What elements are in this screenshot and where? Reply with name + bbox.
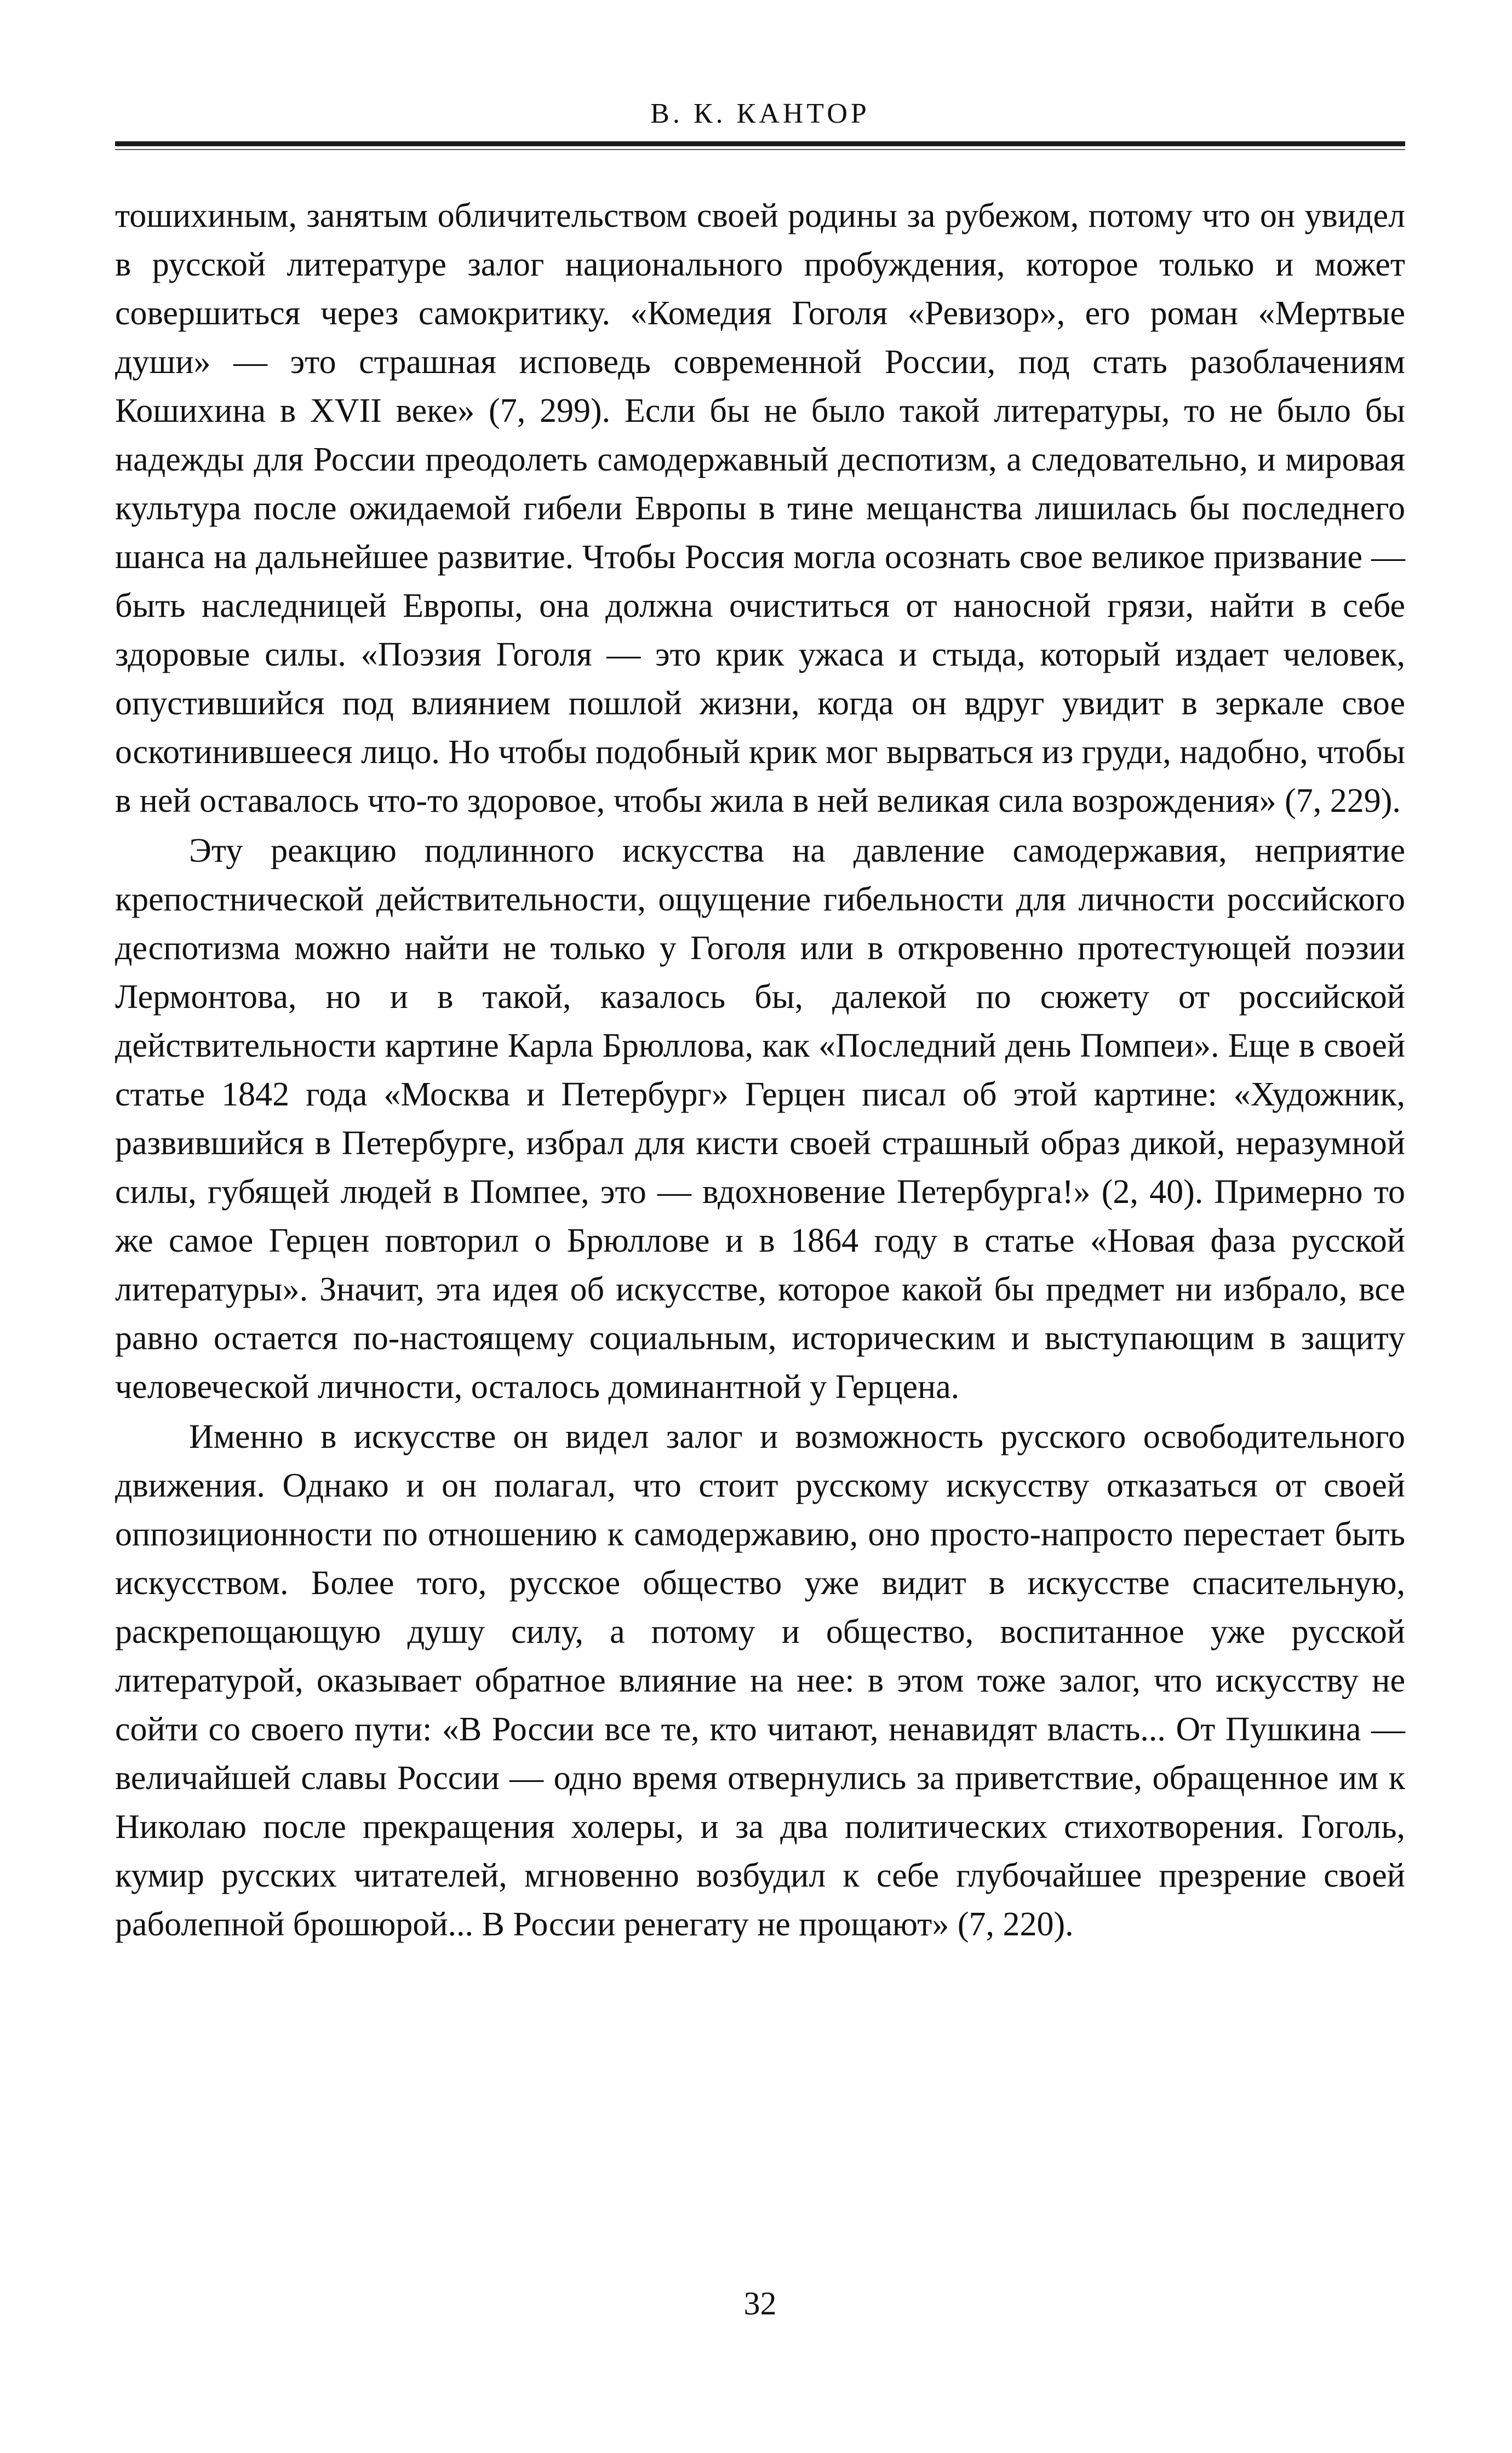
paragraph-3: Именно в искусстве он видел залог и возможность русского освободительного движения. Однако и он полагал, что стоит русскому искусству отказаться от своей оппозиционности по отношению к самодержавию, оно просто-напросто перестает быть искусством. Более того, русское общество уже видит в искусстве спасительную, раскрепощающую душу силу, а потому и общество, воспитанное уже русской литературой, оказывает обратное влияние на нее: в этом тоже залог, что искусству не сойти со своего пути: «В России все те, кто читают, ненавидят власть... От Пушкина — величайшей славы России — одно время отвернулись за приветствие, обращенное им к Николаю после прекращения холеры, и за два политических стихотворения. Гоголь, кумир русских читателей, мгновенно возбудил к себе глубочайшее презрение своей раболепной брошюрой... В России ренегату не прощают» (7, 220). bbox=[115, 1418, 1405, 1943]
page-number: 32 bbox=[743, 2285, 777, 2322]
header-rule-thin bbox=[115, 149, 1405, 150]
paragraph-2: Эту реакцию подлинного искусства на давление самодержавия, неприятие крепостнической действительности, ощущение гибельности для личности российского деспотизма можно найти не только у Гоголя или в откровенно протестующей поэзии Лермонтова, но и в такой, казалось бы, далекой по сюжету от российской действительности картине Карла Брюллова, как «Последний день Помпеи». Еще в своей статье 1842 года «Москва и Петербург» Герцен писал об этой картине: «Художник, развившийся в Петербурге, избрал для кисти своей страшный образ дикой, неразумной силы, губящей людей в Помпее, это — вдохновение Петербурга!» (2, 40). Примерно то же самое Герцен повторил о Брюллове и в 1864 году в статье «Новая фаза русской литературы». Значит, эта идея об искусстве, которое какой бы предмет ни избрало, все равно остается по-настоящему социальным, историческим и выступающим в защиту человеческой личности, осталось доминантной у Герцена. bbox=[115, 832, 1405, 1406]
header-rule bbox=[115, 141, 1405, 146]
running-head: В. К. КАНТОР bbox=[650, 98, 870, 129]
paragraph-1: тошихиным, занятым обличительством своей родины за рубежом, потому что он увидел в русской литературе залог национального пробуждения, которое только и может совершиться через самокритику. «Комедия Гоголя «Ревизор», его роман «Мертвые души» — это страшная исповедь современной России, под стать разоблачениям Кошихина в XVII веке» (7, 299). Если бы не было такой литературы, то не было бы надежды для России преодолеть самодержавный деспотизм, а следовательно, и мировая культура после ожидаемой гибели Европы в тине мещанства лишилась бы последнего шанса на дальнейшее развитие. Чтобы Россия могла осознать свое великое призвание — быть наследницей Европы, она должна очиститься от наносной грязи, найти в себе здоровые силы. «Поэзия Гоголя — это крик ужаса и стыда, который издает человек, опустившийся под влиянием пошлой жизни, когда он вдруг увидит в зеркале свое оскотинившееся лицо. Но чтобы подобный крик мог вырваться из груди, надобно, чтобы в ней оставалось что-то здоровое, чтобы жила в ней великая сила возрождения» (7, 229). bbox=[115, 197, 1405, 819]
body-text bbox=[115, 192, 1405, 1950]
